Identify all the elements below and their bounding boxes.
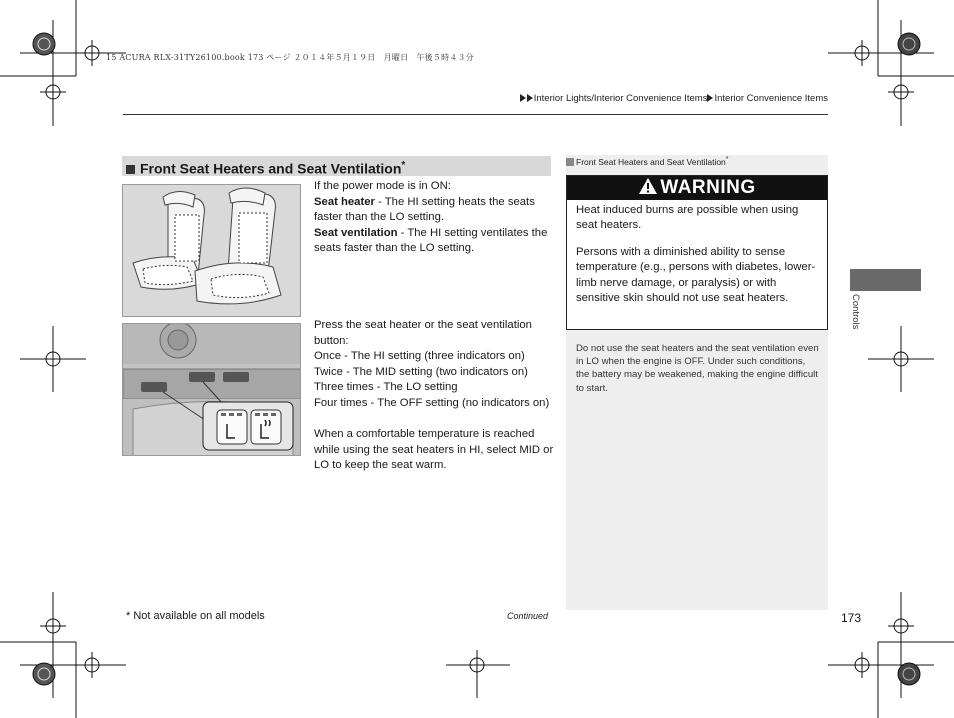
header-rule — [123, 114, 828, 115]
warning-title: WARNING — [660, 177, 756, 198]
reference-icon — [566, 158, 574, 166]
section-tab[interactable] — [850, 269, 921, 291]
twice-line: Twice - The MID setting (two indicators on) — [314, 365, 528, 378]
seats-illustration — [122, 184, 301, 317]
asterisk-mark: * — [725, 156, 729, 163]
section-tab-label: Controls — [850, 294, 861, 330]
press-line: Press the seat heater or the seat ventilation button: — [314, 319, 532, 347]
seat-vent-label: Seat ventilation — [314, 226, 398, 239]
button-instructions — [314, 318, 554, 474]
intro-line: If the power mode is in ON: — [314, 180, 451, 192]
warning-triangle-icon — [638, 177, 658, 195]
square-bullet-icon — [126, 165, 135, 174]
continued-label: Continued — [507, 611, 549, 621]
footnote: * Not available on all models — [126, 610, 265, 622]
sidebar-note: Do not use the seat heaters and the seat ventilation even in LO when the engine is OFF. Under such conditions, the battery may be weakened, making the engine difficult to start. — [576, 343, 819, 394]
breadcrumb-item[interactable]: Interior Lights/Interior Convenience Items — [533, 93, 708, 104]
print-info: 15 ACURA RLX-31TY26100.book 173 ページ ２０１４年５月１９日 月曜日 午後５時４３分 — [106, 53, 474, 62]
triangle-icon — [527, 94, 533, 102]
warning-paragraph: Heat induced burns are possible when using seat heaters. — [576, 204, 799, 232]
power-mode-text — [314, 179, 554, 257]
section-title: Front Seat Heaters and Seat Ventilation — [140, 160, 402, 177]
warning-paragraph: Persons with a diminished ability to sense temperature (e.g., persons with diabetes, lower-limb nerve damage, or paralysis) or with sensitive skin should not use seat heaters. — [576, 245, 816, 305]
breadcrumb-item[interactable]: Interior Convenience Items — [714, 93, 828, 104]
triangle-icon — [707, 94, 713, 102]
page-number: 173 — [841, 611, 862, 625]
console-illustration — [122, 323, 301, 456]
seat-vent-paragraph — [314, 226, 554, 257]
breadcrumb — [520, 93, 828, 104]
sidebar-ref-title[interactable]: Front Seat Heaters and Seat Ventilation — [576, 156, 726, 167]
asterisk-mark: * — [401, 160, 406, 171]
warning-body — [576, 203, 816, 317]
seat-heater-label: Seat heater — [314, 195, 375, 208]
once-line: Once - The HI setting (three indicators on) — [314, 350, 525, 363]
warning-box — [566, 175, 828, 330]
warning-header — [567, 176, 827, 200]
section-heading — [122, 156, 551, 176]
seat-vent-text: - The HI setting ventilates the seats faster than the LO setting. — [314, 226, 548, 255]
three-line: Three times - The LO setting — [314, 381, 458, 394]
four-line: Four times - The OFF setting (no indicators on) — [314, 396, 550, 409]
comfort-line: When a comfortable temperature is reached while using the seat heaters in HI, select MID or LO to keep the seat warm. — [314, 428, 554, 472]
seat-heater-text: - The HI setting heats the seats faster than the LO setting. — [314, 195, 535, 224]
sidebar-reference — [566, 156, 729, 167]
triangle-icon — [520, 94, 526, 102]
seat-heater-paragraph — [314, 195, 554, 226]
